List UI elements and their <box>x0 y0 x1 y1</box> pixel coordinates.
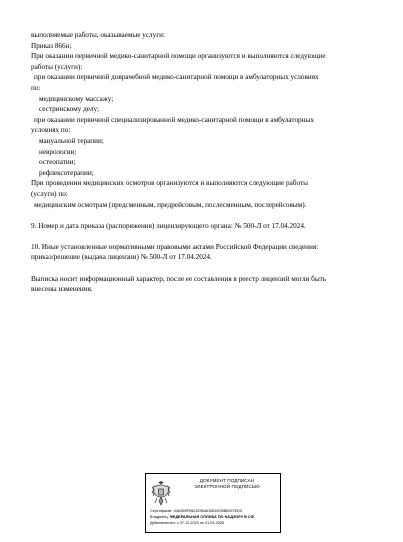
document-line: сестринскому делу; <box>39 105 99 114</box>
coat-of-arms-icon <box>150 481 172 507</box>
stamp-certificate-label: Сертификат: <box>150 509 173 513</box>
document-line: приказ/решение (выдача лицензии) № 500-Л от 17.04.2024. <box>31 253 212 262</box>
stamp-title-line-2: ЭЛЕКТРОННОЙ ПОДПИСЬЮ <box>194 484 260 490</box>
stamp-title-line-1: ДОКУМЕНТ ПОДПИСАН <box>199 478 255 483</box>
document-line: медицинскому массажу; <box>39 94 114 103</box>
document-body <box>31 30 386 295</box>
document-line: медицинским осмотрам (предсменным, предрейсовым, послесменным, послерейсовым). <box>34 200 307 209</box>
stamp-details <box>150 508 280 526</box>
document-line: При проведении медицинских осмотров организуются и выполняются следующие работы <box>31 179 308 188</box>
document-line: остеопатии; <box>39 158 76 167</box>
stamp-title <box>176 478 278 490</box>
document-line: мануальной терапии; <box>39 136 104 145</box>
blank-line <box>31 263 386 274</box>
document-line: по: <box>31 83 41 92</box>
electronic-signature-stamp <box>145 473 281 533</box>
document-line: 10. Иные установленные нормативными правовыми актами Российской Федерации сведения: <box>31 242 319 251</box>
document-line: (услуги) по: <box>31 189 68 198</box>
document-line: выполняемые работы, оказываемые услуги: <box>31 31 165 39</box>
blank-line <box>31 210 386 221</box>
document-line: 9. Номер и дата приказа (распоряжения) лицензирующего органа: № 500-Л от 17.04.2024. <box>31 221 306 230</box>
document-line: при оказании первичной специализированной медико-санитарной помощи в амбулаторных <box>34 115 314 124</box>
document-line: работы (услуги): <box>31 62 83 71</box>
document-line: условиях по: <box>31 126 71 135</box>
document-line: Приказ 866н; <box>31 41 72 50</box>
document-line: При оказании первичной медико-санитарной помощи организуются и выполняются следующие <box>31 52 326 61</box>
document-line: внесены изменения. <box>31 285 93 294</box>
stamp-certificate-value: 44A369F5521E9BAD0810CBB6257ED3 <box>173 509 243 513</box>
document-line: рефлексотерапии; <box>39 168 94 177</box>
document-line: Выписка носит информационный характер, после ее составления в реестр лицензий могли быть <box>31 274 327 283</box>
stamp-owner-value: ФЕДЕРАЛЬНАЯ СЛУЖБА ПО НАДЗОРУ В СФ <box>169 515 254 519</box>
stamp-owner-label: Владелец: <box>150 515 169 519</box>
document-line: неврологии; <box>39 147 77 156</box>
stamp-validity: Действителен: с 07.12.2023 по 01.03.2025 <box>150 521 225 525</box>
blank-line <box>31 231 386 242</box>
document-line: при оказании первичной доврачебной медико-санитарной помощи в амбулаторных условиях <box>34 73 319 82</box>
